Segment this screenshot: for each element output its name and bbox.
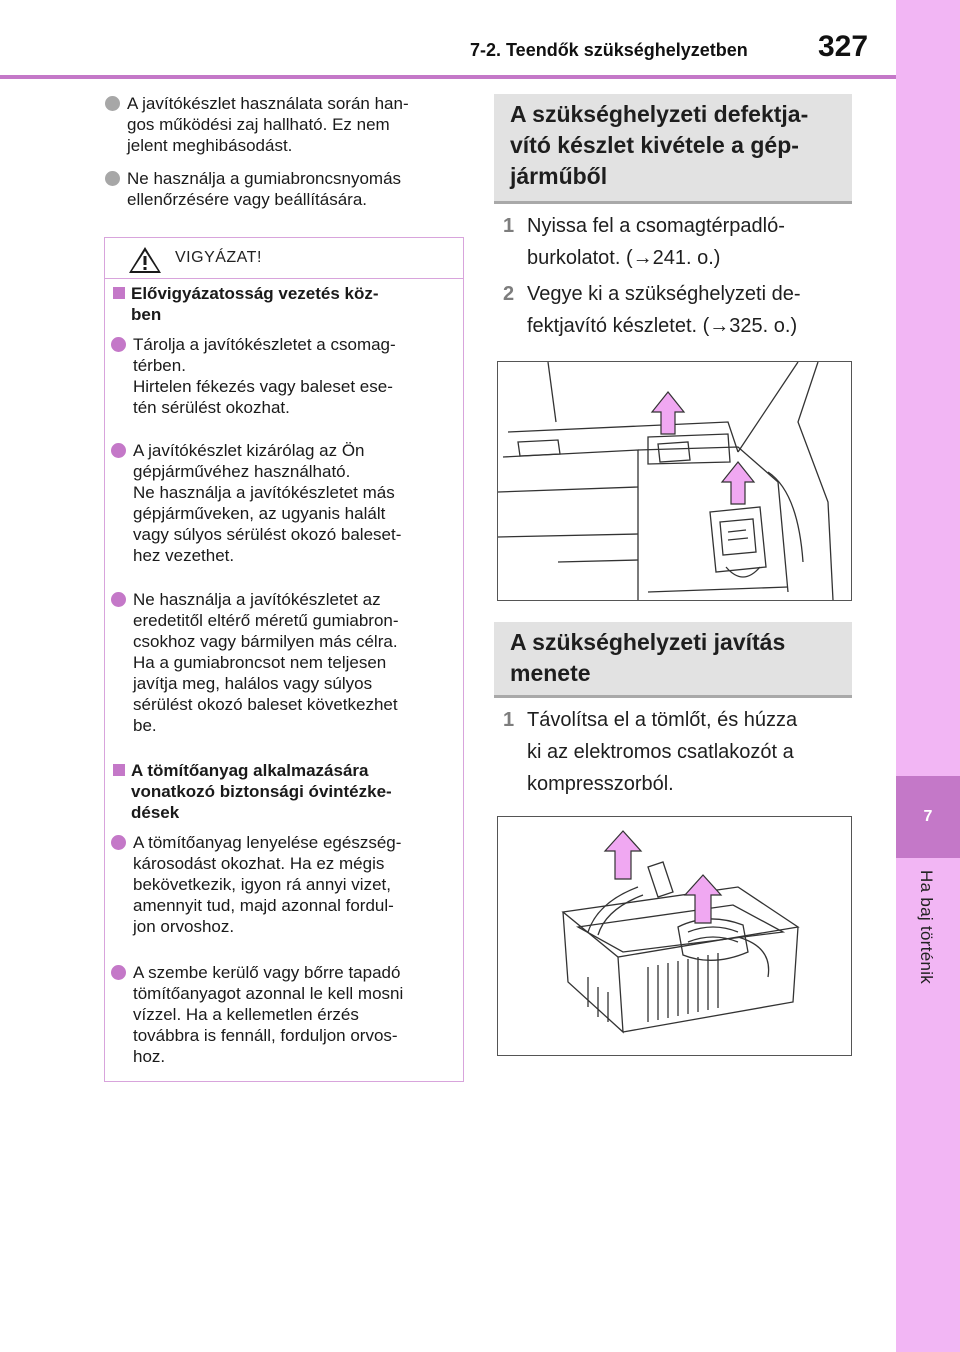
line: Ne használja a gumiabroncsnyomás xyxy=(127,169,402,188)
chapter-title-tab xyxy=(916,870,940,1020)
line: gépjárművéhez használható. xyxy=(133,462,351,481)
bullet-icon xyxy=(111,337,126,352)
line: ellenőrzésére vagy beállítására. xyxy=(127,190,368,209)
step-number: 1 xyxy=(503,215,515,237)
line: Ne használja a javítókészletet az xyxy=(133,590,381,609)
step-item xyxy=(503,278,867,342)
bullet-icon xyxy=(111,835,126,850)
intro-bullet xyxy=(127,93,467,156)
warning-item xyxy=(133,832,453,937)
line[interactable]: fektjavító készletet. (→325. o.) xyxy=(527,315,798,337)
warning-item xyxy=(133,962,453,1067)
line: Ha a gumiabroncsot nem teljesen xyxy=(133,653,387,672)
line: károsodást okozhat. Ha ez mégis xyxy=(133,854,385,873)
line: tén sérülést okozhat. xyxy=(133,398,290,417)
line: be. xyxy=(133,716,157,735)
bullet-icon xyxy=(105,96,120,111)
line: Tárolja a javítókészletet a csomag- xyxy=(133,335,396,354)
line: Ne használja a javítókészletet más xyxy=(133,483,395,502)
step-number: 1 xyxy=(503,709,515,731)
line: továbbra is fennáll, forduljon orvos- xyxy=(133,1026,398,1045)
line: hez vezethet. xyxy=(133,546,235,565)
line: Vegye ki a szükséghelyzeti de- xyxy=(527,283,801,305)
chapter-number-tab[interactable]: 7 xyxy=(896,776,960,858)
warning-subheading xyxy=(131,283,451,325)
step-item xyxy=(503,704,857,800)
line: kompresszorból. xyxy=(527,773,674,795)
line: A szükséghelyzeti javítás xyxy=(510,629,786,655)
line: javítja meg, halálos vagy súlyos xyxy=(133,674,373,693)
line: tömítőanyagot azonnal le kell mosni xyxy=(133,984,404,1003)
line: menete xyxy=(510,660,591,686)
line: hoz. xyxy=(133,1047,166,1066)
compressor-illustration xyxy=(497,816,852,1056)
line: gépjárműveken, az ugyanis halált xyxy=(133,504,386,523)
line: Nyissa fel a csomagtérpadló- xyxy=(527,215,785,237)
line: járműből xyxy=(510,163,608,189)
warning-item xyxy=(133,334,453,418)
section-title: 7-2. Teendők szükséghelyzetben xyxy=(470,40,748,60)
line: jelent meghibásodást. xyxy=(127,136,293,155)
trunk-illustration xyxy=(497,361,852,601)
step-number: 2 xyxy=(503,283,515,305)
bullet-icon xyxy=(111,965,126,980)
warning-item xyxy=(133,589,453,736)
line: dések xyxy=(131,803,180,822)
page-number: 327 xyxy=(818,30,869,63)
line: A szembe kerülő vagy bőrre tapadó xyxy=(133,963,401,982)
subheading-square-icon xyxy=(113,764,125,776)
side-tab-strip xyxy=(896,0,960,1352)
warning-subheading xyxy=(131,760,451,823)
line: A tömítőanyag lenyelése egészség- xyxy=(133,833,402,852)
section-heading-repair xyxy=(494,622,852,698)
line: A szükséghelyzeti defektja- xyxy=(510,101,809,127)
line: sérülést okozó baleset következhet xyxy=(133,695,398,714)
trunk-drawing xyxy=(498,362,851,600)
bullet-icon xyxy=(111,443,126,458)
line: bekövetkezik, igyon rá annyi vizet, xyxy=(133,875,391,894)
section-heading-removal xyxy=(494,94,852,204)
line: A javítókészlet használata során han- xyxy=(127,94,409,113)
warning-title: VIGYÁZAT! xyxy=(175,249,262,266)
line: Hirtelen fékezés vagy baleset ese- xyxy=(133,377,393,396)
bullet-icon xyxy=(105,171,120,186)
line: Távolítsa el a tömlőt, és húzza xyxy=(527,709,798,731)
line: vagy súlyos sérülést okozó baleset- xyxy=(133,525,402,544)
line: csokhoz vagy bármilyen más célra. xyxy=(133,632,398,651)
line: Elővigyázatosság vezetés köz- xyxy=(131,284,379,303)
line: vízzel. Ha a kellemetlen érzés xyxy=(133,1005,359,1024)
step-item xyxy=(503,210,857,274)
line: gos működési zaj hallható. Ez nem xyxy=(127,115,390,134)
header-rule xyxy=(0,75,896,79)
chapter-title: Ha baj történik xyxy=(917,870,936,985)
line: jon orvoshoz. xyxy=(133,917,235,936)
line: vító készlet kivétele a gép- xyxy=(510,132,799,158)
line[interactable]: burkolatot. (→241. o.) xyxy=(527,247,721,269)
warning-item xyxy=(133,440,453,566)
warning-triangle-icon xyxy=(128,246,162,274)
line: A javítókészlet kizárólag az Ön xyxy=(133,441,365,460)
line: ki az elektromos csatlakozót a xyxy=(527,741,794,763)
compressor-drawing xyxy=(498,817,851,1055)
line: A tömítőanyag alkalmazására xyxy=(131,761,369,780)
line: vonatkozó biztonsági óvintézke- xyxy=(131,782,392,801)
line: térben. xyxy=(133,356,186,375)
bullet-icon xyxy=(111,592,126,607)
intro-bullet xyxy=(127,168,467,210)
line: amennyit tud, majd azonnal fordul- xyxy=(133,896,394,915)
subheading-square-icon xyxy=(113,287,125,299)
line: ben xyxy=(131,305,162,324)
line: eredetitől eltérő méretű gumiabron- xyxy=(133,611,399,630)
